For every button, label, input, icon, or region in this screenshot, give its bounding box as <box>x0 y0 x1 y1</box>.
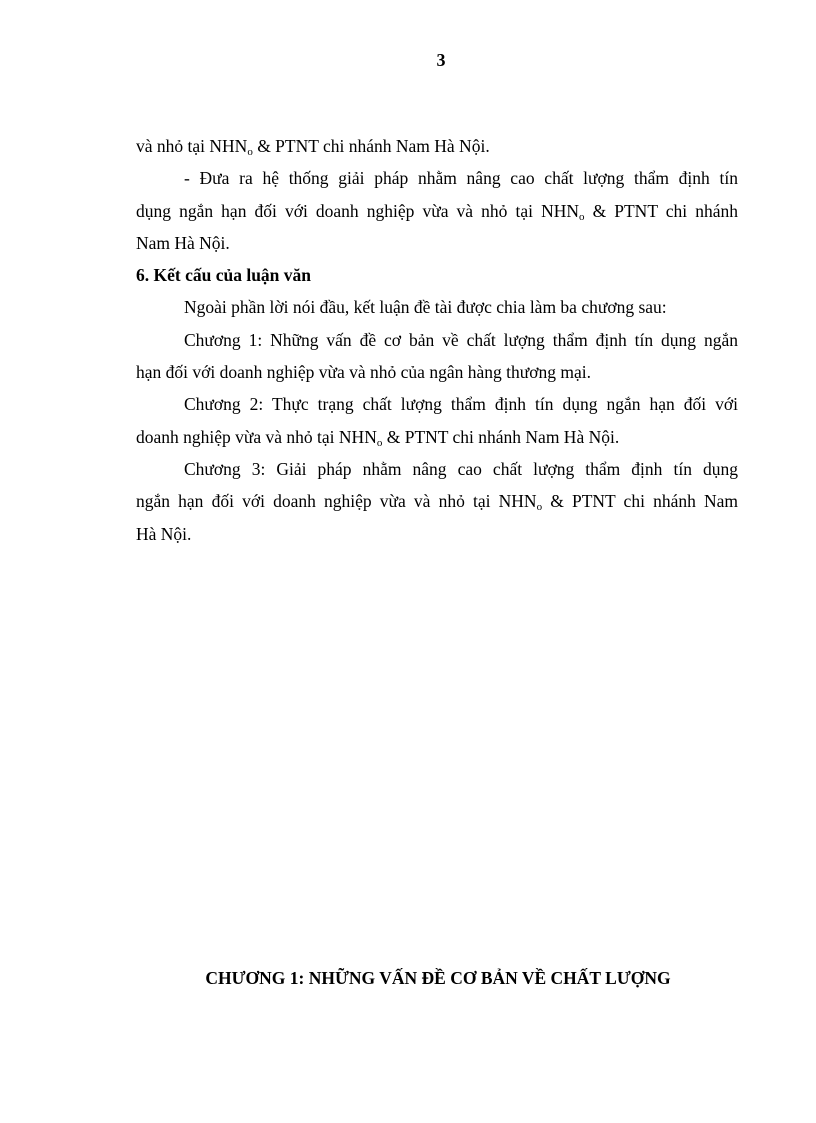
org-abbrev-subscript: o <box>376 436 383 449</box>
chapter-title: CHƯƠNG 1: NHỮNG VẤN ĐỀ CƠ BẢN VỀ CHẤT LƯỢNG <box>205 968 671 988</box>
paragraph-line: Chương 1: Những vấn đề cơ bản về chất lượng thẩm định tín dụng ngắn <box>184 329 738 350</box>
paragraph-line: - Đưa ra hệ thống giải pháp nhằm nâng cao chất lượng thẩm định tín <box>184 168 738 189</box>
org-abbrev: NHN <box>209 136 248 156</box>
org-abbrev: NHN <box>498 491 537 512</box>
org-abbrev-subscript: o <box>536 501 543 514</box>
org-abbrev-subscript: o <box>247 146 253 158</box>
text-fragment: & PTNT chi nhánh <box>584 200 738 221</box>
paragraph-line: Nam Hà Nội. <box>136 232 230 253</box>
text-fragment: ngắn hạn đối với doanh nghiệp vừa và nhỏ tại <box>136 491 499 512</box>
paragraph-line: hạn đối với doanh nghiệp vừa và nhỏ của ngân hàng thương mại. <box>136 362 591 383</box>
org-abbrev-subscript: o <box>578 210 585 223</box>
section-heading: 6. Kết cấu của luận văn <box>136 265 312 286</box>
org-name-rest: & PTNT chi nhánh Nam Hà Nội <box>382 426 615 447</box>
paragraph-line <box>136 130 738 162</box>
text-fragment: và nhỏ tại <box>136 136 210 156</box>
text-fragment: dụng ngắn hạn đối với doanh nghiệp vừa và nhỏ tại <box>136 200 542 221</box>
text-fragment: doanh nghiệp vừa và nhỏ tại <box>136 426 339 447</box>
document-body <box>136 130 738 550</box>
org-abbrev: NHN <box>541 200 579 221</box>
paragraph-line: Hà Nội. <box>136 523 192 544</box>
text-fragment: & PTNT chi nhánh Nam <box>542 491 739 512</box>
paragraph-line: Chương 2: Thực trạng chất lượng thẩm định tín dụng ngắn hạn đối với <box>184 394 738 415</box>
page-number: 3 <box>436 50 446 70</box>
org-name-rest: & PTNT chi nhánh Nam Hà Nội <box>252 136 486 156</box>
paragraph-line <box>136 195 738 227</box>
paragraph-line: Ngoài phần lời nói đầu, kết luận đề tài được chia làm ba chương sau: <box>184 297 667 318</box>
paragraph-line: Chương 3: Giải pháp nhằm nâng cao chất lượng thẩm định tín dụng <box>184 458 738 479</box>
org-abbrev: NHN <box>338 426 377 447</box>
paragraph-line <box>136 421 738 453</box>
paragraph-line <box>136 485 738 517</box>
text-fragment: . <box>614 426 620 447</box>
text-fragment: . <box>485 136 490 156</box>
